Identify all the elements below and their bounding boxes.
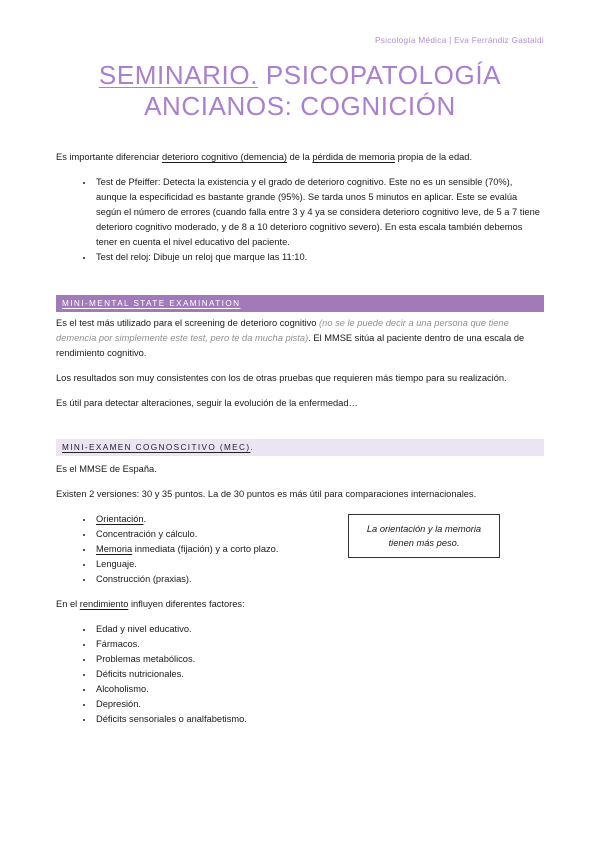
note-box: La orientación y la memoria tienen más peso. [348,514,500,558]
list-item: • Lenguaje. [94,557,544,572]
list-item: • Déficits sensoriales o analfabetismo. [94,712,544,727]
term-deterioro-cognitivo: deterioro cognitivo (demencia) [161,152,287,162]
mmse-paragraph-2: Los resultados son muy consistentes con los de otras pruebas que requieren más tiempo para su realización. [56,373,507,383]
list-item: • Alcoholismo. [94,682,544,697]
list-item: • Test de Pfeiffer: Detecta la existencia y el grado de deterioro cognitivo. Este no es un sensible (70%), aunque la especificidad es bastante grande (95%). Se tarda unos 5 minutos en aplicar. Este se evalúa según el número de errores (cuando falla entre 3 y 4 ya se considera deterioro cognitivo leve, de 5 a 7 tiene deterioro cognitivo moderado, y de 8 a 10 deterioro cognitivo severo). En esta escala también debemos tener en cuenta el nivel educativo del paciente. [94,175,544,250]
page-title [0,60,600,122]
term-perdida-memoria: pérdida de memoria [312,152,396,162]
list-item: • Concentración y cálculo. [94,527,544,542]
document-body [56,150,544,737]
mmse-aside: (no se le puede decir a una persona que tiene demencia por simplemente este test, pero te da mucha pista) [56,318,509,343]
mec-items-block [56,512,544,587]
list-item: • Test del reloj: Dibuje un reloj que marque las 11:10. [94,250,544,265]
title-line-2: ANCIANOS: COGNICIÓN [144,91,456,121]
list-item: • Orientación. [94,512,544,527]
term-rendimiento: rendimiento [79,599,129,609]
mec-paragraph-1: Es el MMSE de España. [56,464,157,474]
mec-paragraph-2: Existen 2 versiones: 30 y 35 puntos. La de 30 puntos es más útil para comparaciones internacionales. [56,489,477,499]
list-item: • Déficits nutricionales. [94,667,544,682]
list-item: • Fármacos. [94,637,544,652]
tests-list [56,175,544,265]
title-psicopatologia: PSICOPATOLOGÍA [258,60,502,90]
section-heading-mmse: MINI-MENTAL STATE EXAMINATION [56,295,544,312]
list-item: • Construcción (praxias). [94,572,544,587]
factors-list [56,622,544,727]
factors-intro: En el rendimiento influyen diferentes factores: [56,599,245,609]
title-line-1 [0,60,600,91]
intro-paragraph: Es importante diferenciar deterioro cognitivo (demencia) de la pérdida de memoria propia de la edad. [56,152,473,162]
list-item: • Depresión. [94,697,544,712]
list-item: • Problemas metabólicos. [94,652,544,667]
list-item: • Memoria inmediata (fijación) y a corto plazo. [94,542,544,557]
mmse-paragraph-1: Es el test más utilizado para el screening de deterioro cognitivo (no se le puede decir a una persona que tiene demencia por simplemente este test, pero te da mucha pista). El MMSE sitúa al paciente dentro de una escala de rendimiento cognitivo. [56,318,525,358]
list-item: • Edad y nivel educativo. [94,622,544,637]
page-header-meta: Psicología Médica | Eva Ferrándiz Gastaldi [375,36,544,45]
section-heading-mec: MINI-EXAMEN COGNOSCITIVO (MEC). [56,439,544,456]
mmse-paragraph-3: Es útil para detectar alteraciones, seguir la evolución de la enfermedad… [56,398,358,408]
title-seminario: SEMINARIO. [98,60,259,90]
